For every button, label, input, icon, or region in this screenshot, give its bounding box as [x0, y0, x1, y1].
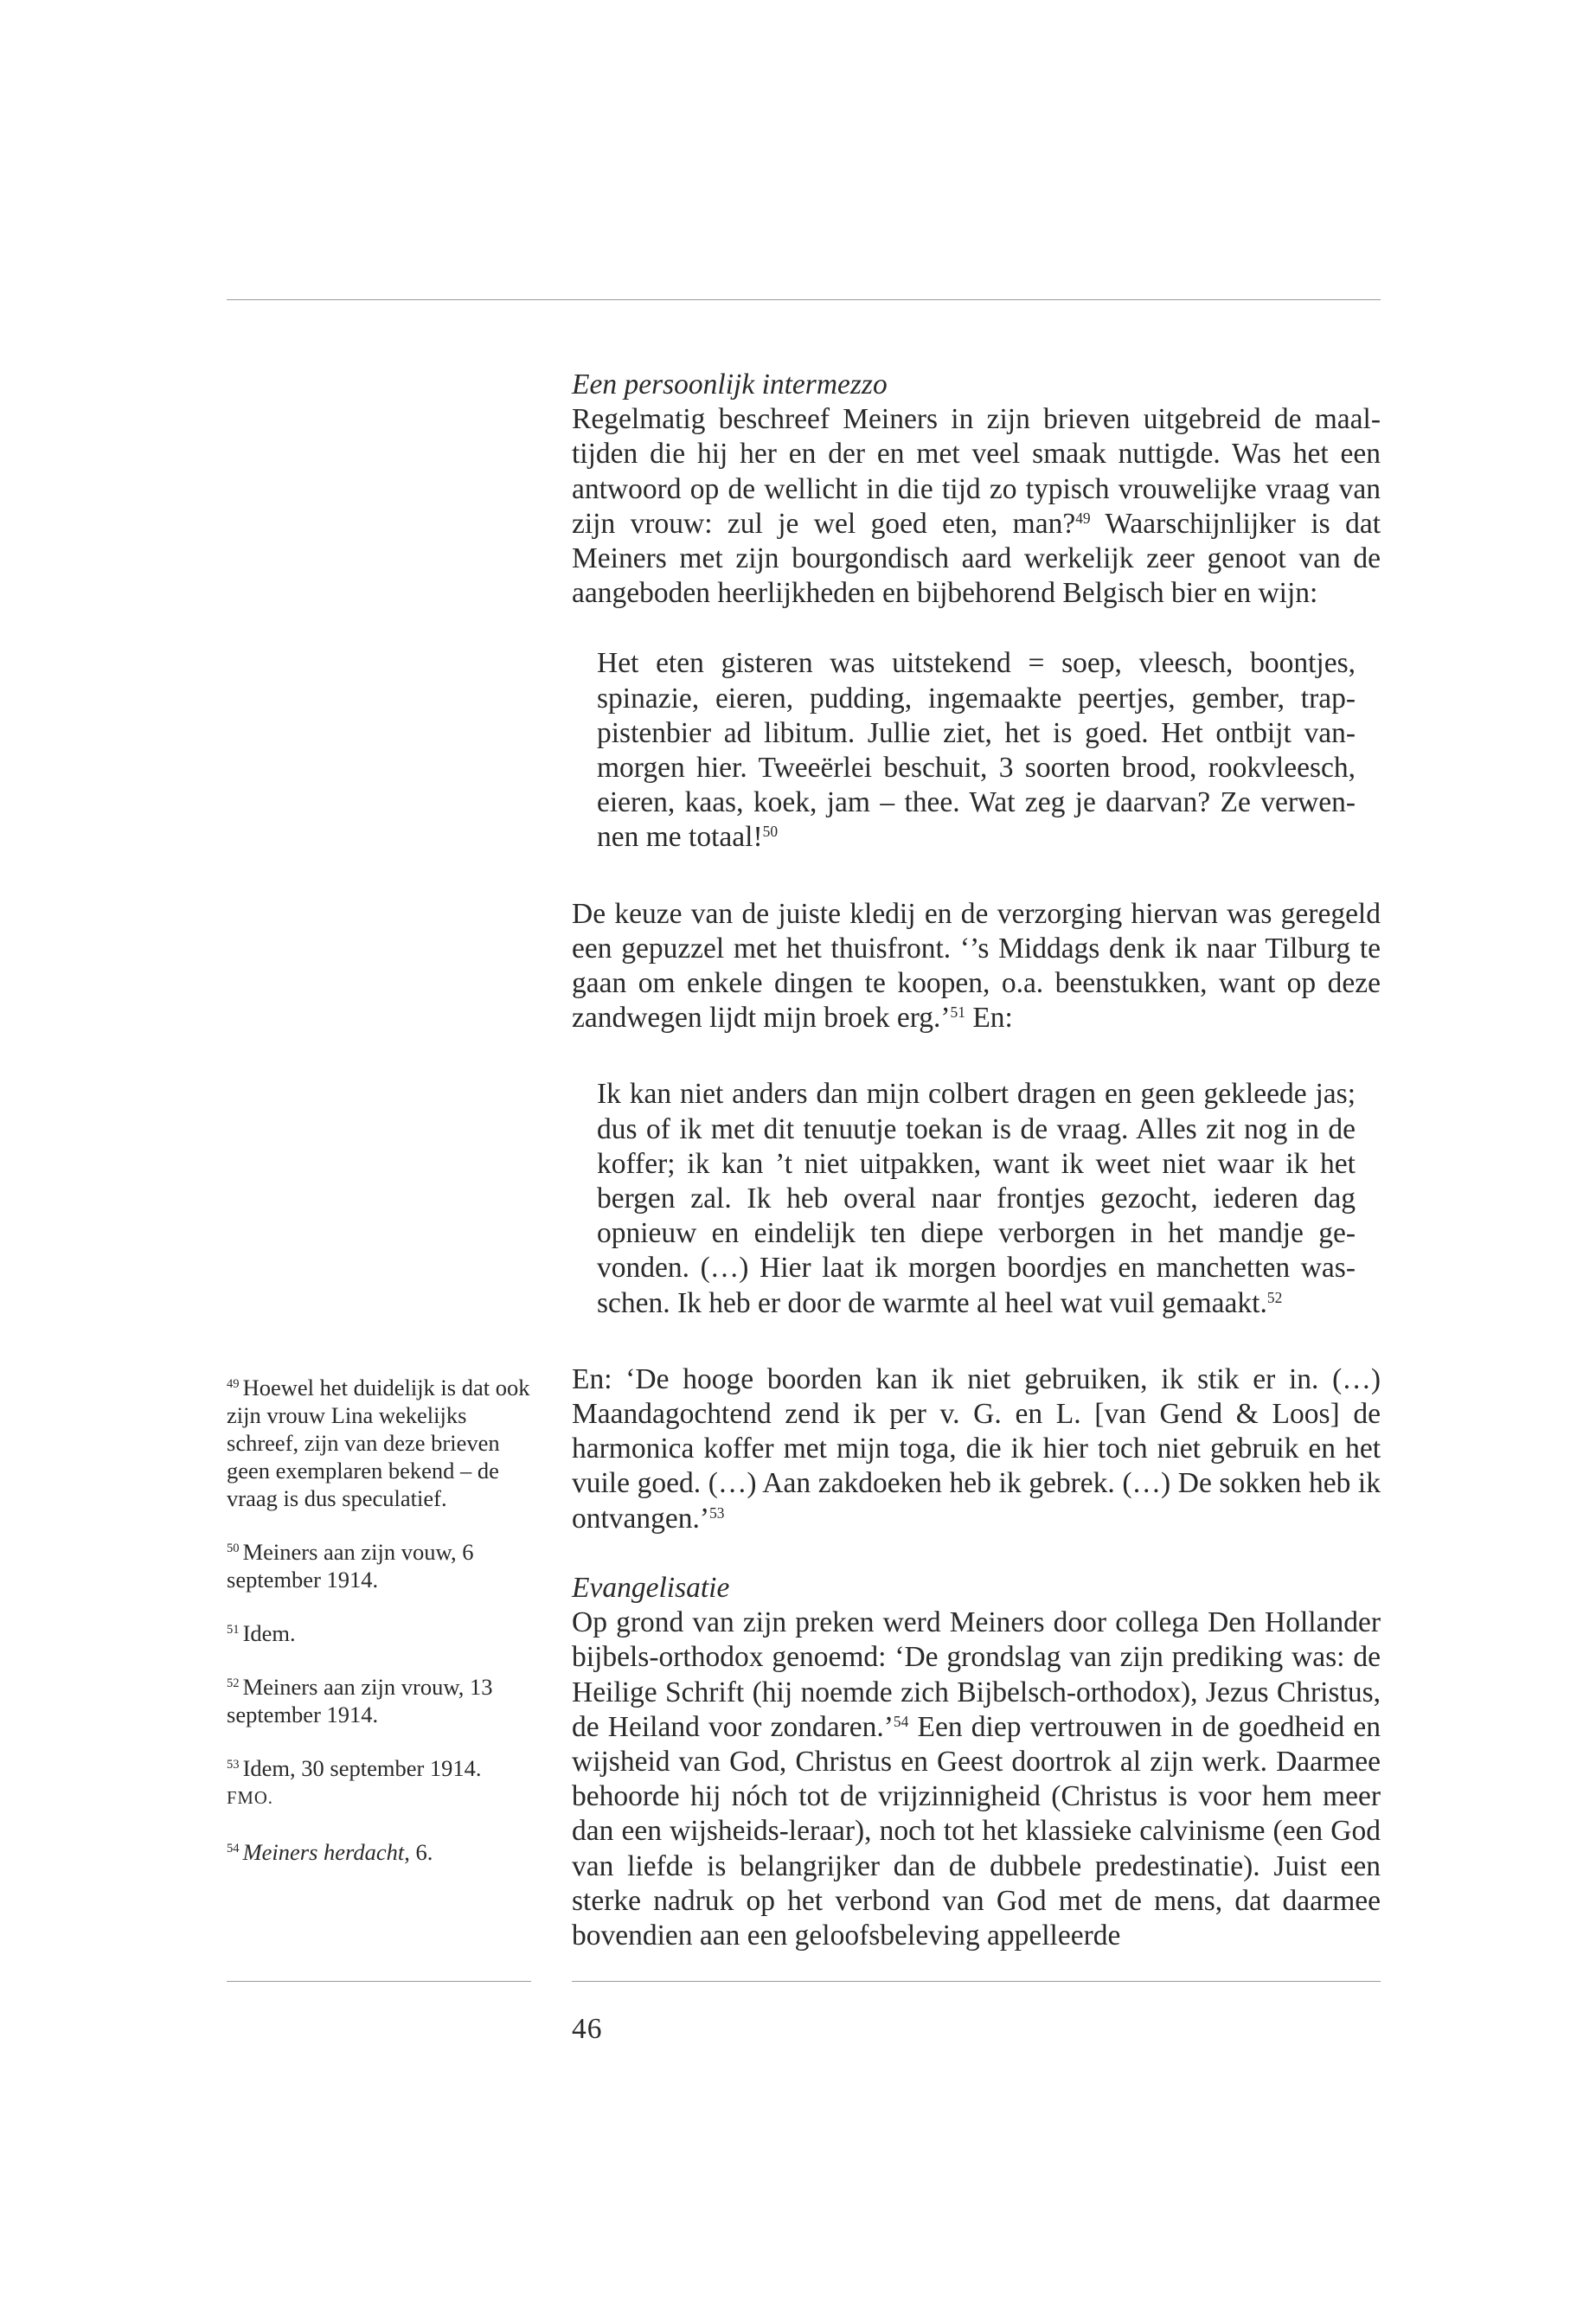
footnote-49	[227, 1374, 531, 1512]
footnote-51	[227, 1619, 531, 1647]
paragraph-text: En:	[965, 1002, 1013, 1035]
footnote-book-title: Meiners herdacht	[242, 1839, 405, 1865]
footnote-50	[227, 1538, 531, 1593]
footnote-text: , 6.	[404, 1839, 433, 1865]
paragraph-text: Op grond van zijn preken werd Meiners door collega Den Hollander bijbels-orthodox genoemd: ‘De grondslag van zijn prediking was: de Heilige Schrift (hij noemde zich Bijbelsch-orthodox), Jezus Christus, de Heiland voor zondaren.’	[572, 1606, 1381, 1743]
footnotes-column	[227, 1374, 531, 1892]
paragraph-boorden	[572, 1362, 1381, 1536]
footnote-text: Idem, 30 september 1914.	[242, 1755, 482, 1781]
block-quote-eten	[572, 646, 1381, 855]
footnote-ref-53[interactable]: 53	[709, 1503, 725, 1522]
footnote-text: Idem.	[242, 1620, 296, 1646]
paragraph-text: Een diep vertrouwen in de goedheid en wijsheid van God, Christus en Geest doortrok al zijn werk. Daarmee behoorde hij nóch tot de vrijzinnigheid (Christus is voor hem meer dan een wijsheids-leraar), noch tot het klassieke calvinisme (een God van liefde is belangrijker dan de dubbele predestinatie). Juist een sterke nadruk op het verbond van God met de mens, dat daarmee bovendien aan een geloofsbeleving appelleerde	[572, 1710, 1381, 1952]
paragraph-kledij	[572, 897, 1381, 1036]
block-quote-colbert	[572, 1077, 1381, 1320]
quote-text: Ik kan niet anders dan mijn colbert dragen en geen gekleede jas; dus of ik met dit tenuutje toekan is de vraag. Alles zit nog in de koffer; ik kan ’t niet uitpakken, want ik weet niet waar ik het bergen zal. Ik heb overal naar frontjes gezocht, iederen dag opnieuw en eindelijk ten diepe verborgen in het mandje gevonden. (…) Hier laat ik morgen boordjes en manchetten wasschen. Ik heb er door de warmte al heel wat vuil gemaakt.	[597, 1078, 1356, 1319]
main-text-column	[572, 368, 1381, 1953]
paragraph-preken	[572, 1606, 1381, 1953]
footnote-number: 50	[227, 1541, 240, 1556]
quote-text: Het eten gisteren was uitstekend = soep, vleesch, boontjes, spinazie, eieren, pudding, ingemaakte peertjes, gember, trappistenbier ad libitum. Jullie ziet, het is goed. Het ontbijt vanmorgen hier. Tweeërlei beschuit, 3 soorten brood, rookvleesch, eieren, kaas, koek, jam – thee. Wat zeg je daarvan? Ze verwennen me totaal!	[597, 647, 1356, 854]
section-heading-evangelisatie: Evangelisatie	[572, 1571, 730, 1604]
footnote-54	[227, 1838, 531, 1866]
top-rule	[227, 299, 1381, 300]
footnote-52	[227, 1673, 531, 1728]
text-bottom-rule	[572, 1981, 1381, 1982]
footnote-number: 51	[227, 1623, 240, 1638]
footnote-ref-52[interactable]: 52	[1266, 1288, 1283, 1306]
footnote-number: 49	[227, 1377, 240, 1392]
footnote-number: 54	[227, 1842, 240, 1856]
footnote-text: Hoewel het duidelijk is dat ook zijn vrouw Lina wekelijks schreef, zijn van deze brieven geen exemplaren bekend – de vraag is dus speculatief.	[227, 1375, 530, 1511]
footnote-abbreviation: FMO.	[227, 1789, 273, 1808]
footnote-ref-50[interactable]: 50	[762, 823, 779, 841]
footnote-ref-51[interactable]: 51	[950, 1003, 965, 1022]
paragraph-maaltijden	[572, 402, 1381, 611]
footnote-53	[227, 1754, 531, 1812]
paragraph-text: Waarschijnlijker is dat Meiners met zijn bourgondisch aard werkelijk zeer genoot van de aangeboden heerlijkheden en bijbehorend Belgisch bier en wijn:	[572, 507, 1381, 610]
footnote-text: Meiners aan zijn vouw, 6 september 1914.	[227, 1539, 474, 1593]
page-number: 46	[572, 2013, 603, 2045]
footnote-ref-49[interactable]: 49	[1075, 510, 1091, 528]
footnote-number: 53	[227, 1758, 240, 1772]
footnote-text: Meiners aan zijn vrouw, 13 september 1914.	[227, 1674, 493, 1727]
footnote-bottom-rule	[227, 1981, 531, 1982]
paragraph-text: Regelmatig beschreef Meiners in zijn brieven uitgebreid de maaltijden die hij her en der en met veel smaak nuttigde. Was het een antwoord op de wellicht in die tijd zo typisch vrouwelijke vraag van zijn vrouw: zul je wel goed eten, man?	[572, 403, 1381, 540]
paragraph-text: En: ‘De hooge boorden kan ik niet gebruiken, ik stik er in. (…) Maandagochtend zend ik per v. G. en L. [van Gend & Loos] de harmonica koffer met mijn toga, die ik hier toch niet gebruik en het vuile goed. (…) Aan zakdoeken heb ik gebrek. (…) De sokken heb ik ontvangen.’	[572, 1362, 1381, 1535]
footnote-number: 52	[227, 1676, 240, 1691]
paragraph-text: De keuze van de juiste kledij en de verzorging hiervan was geregeld een gepuzzel met het thuisfront. ‘’s Middags denk ik naar Tilburg te gaan om enkele dingen te koopen, o.a. beenstukken, want op deze zandwegen lijdt mijn broek erg.’	[572, 897, 1381, 1035]
footnote-ref-54[interactable]: 54	[893, 1712, 909, 1730]
section-heading-intermezzo: Een persoonlijk intermezzo	[572, 369, 888, 401]
